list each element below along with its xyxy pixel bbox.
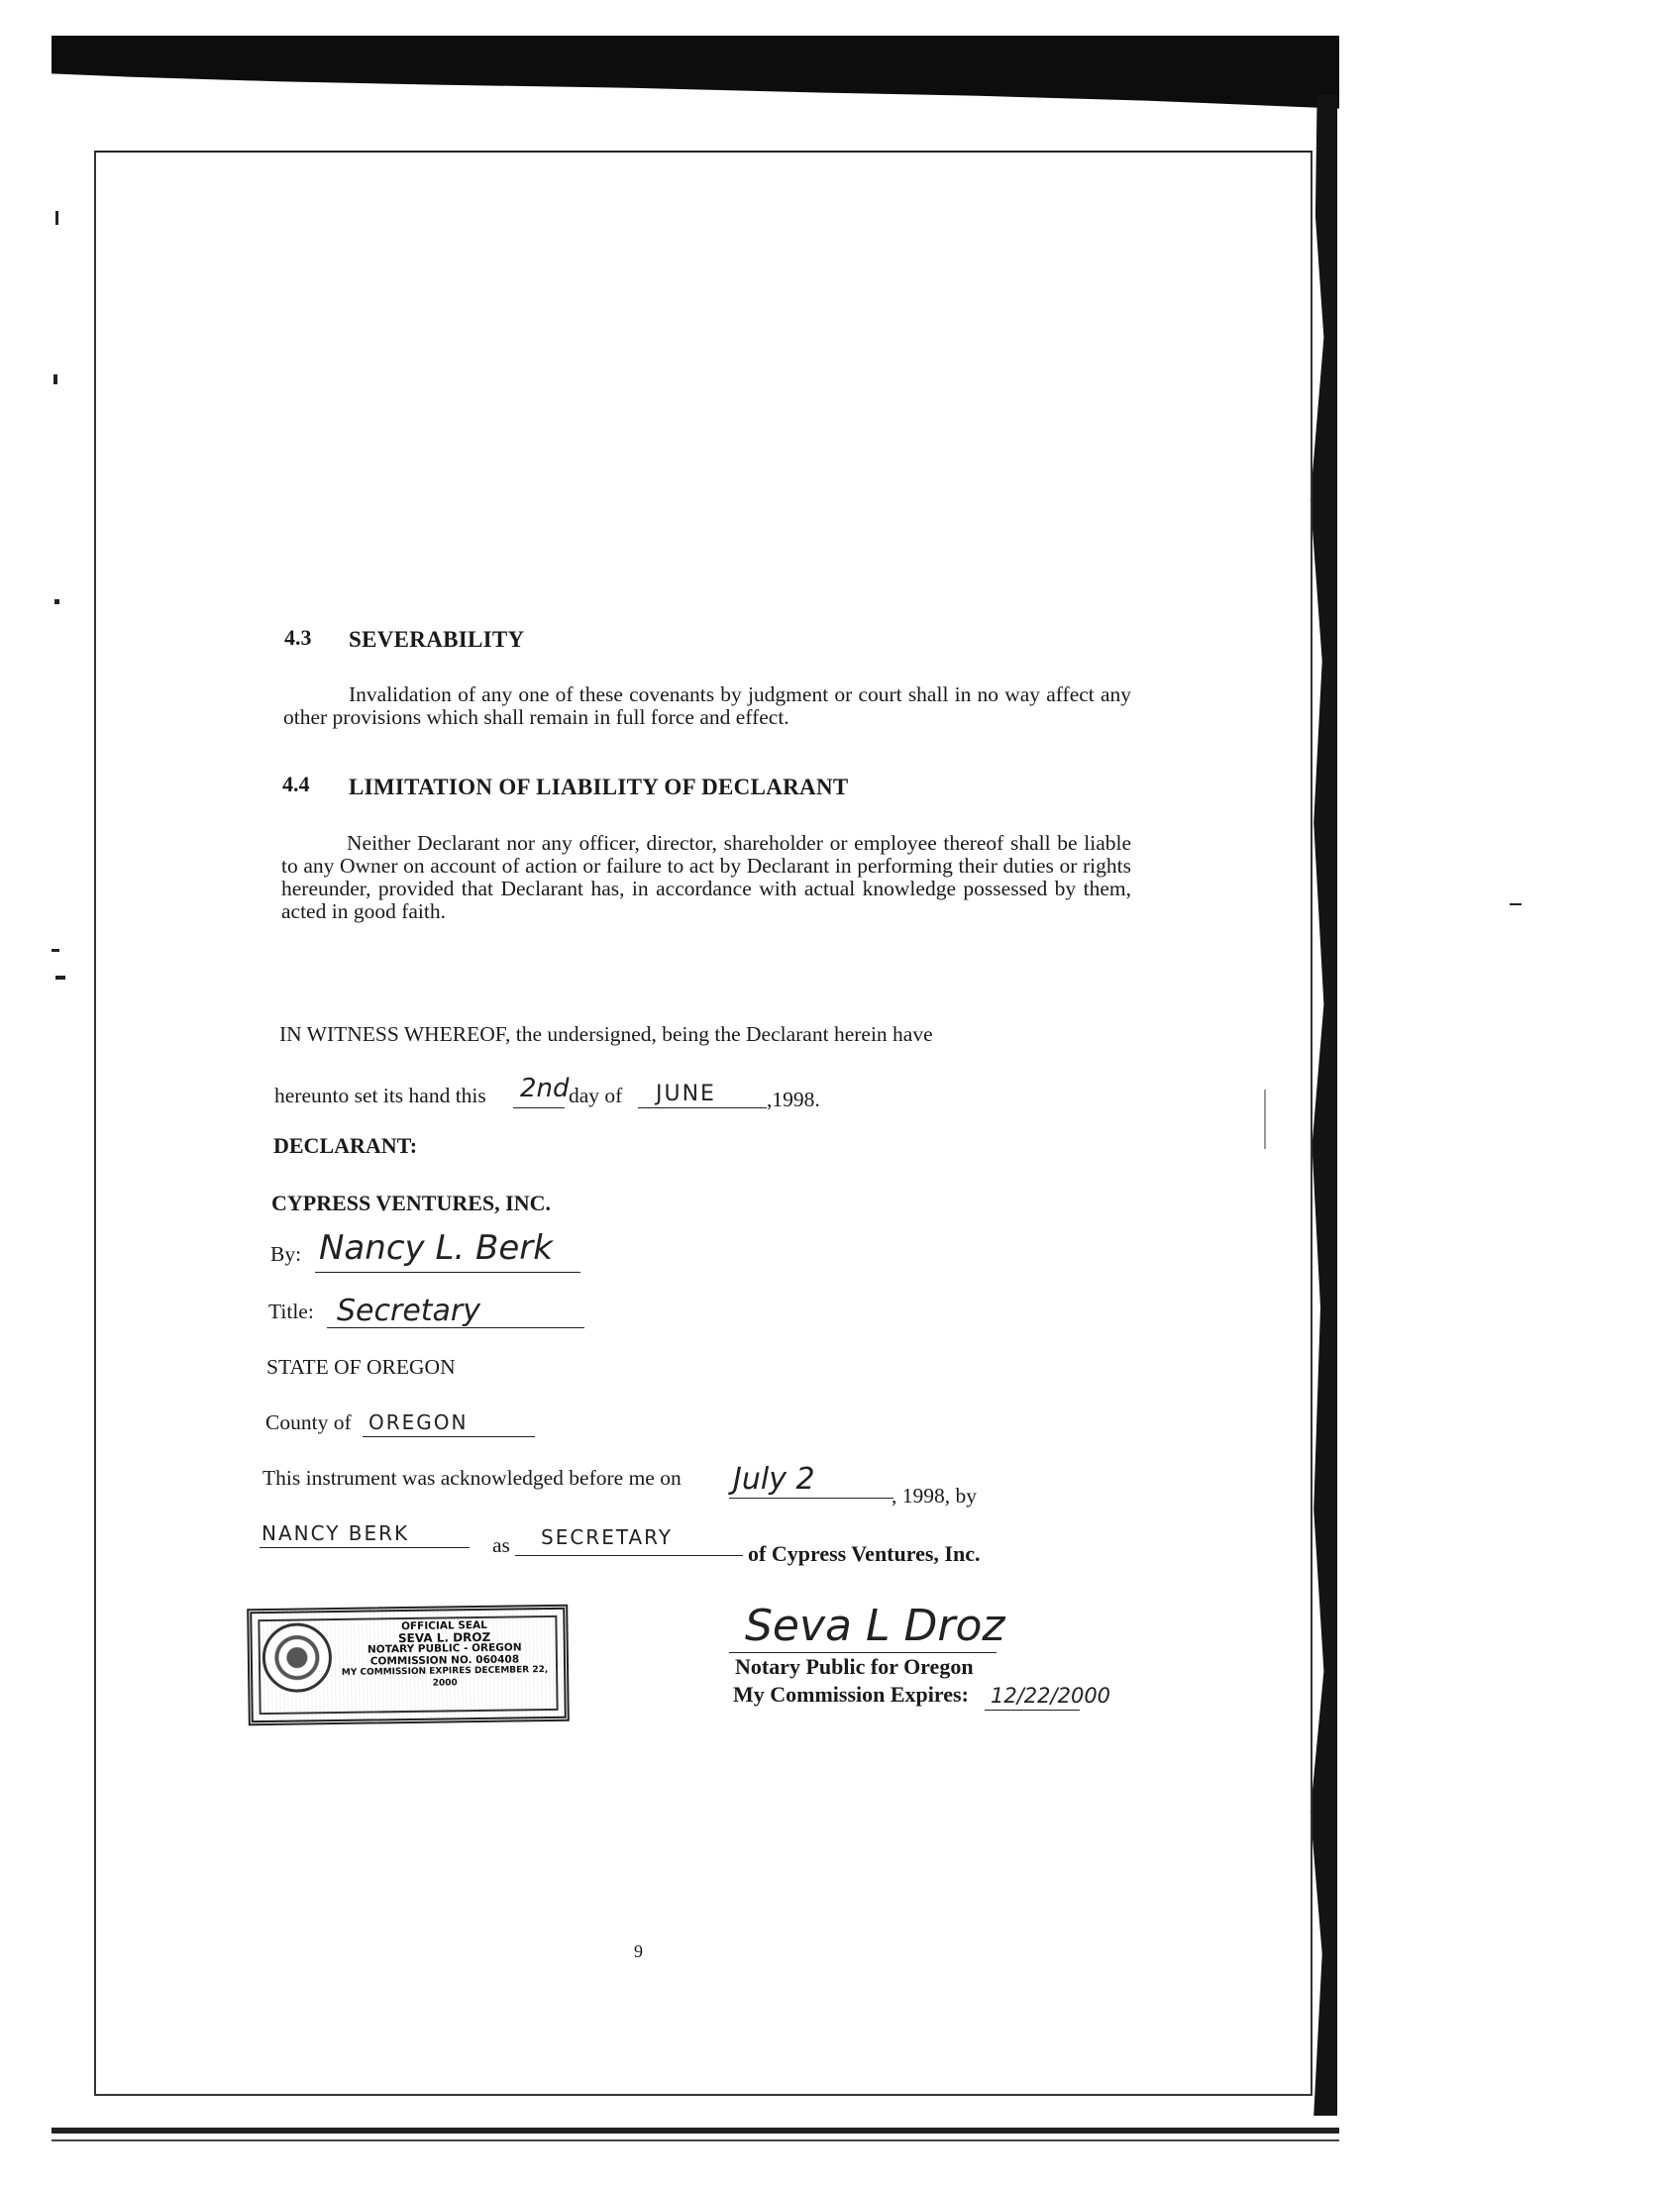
scan-speck xyxy=(1510,903,1522,905)
witness-line: IN WITNESS WHEREOF, the undersigned, being the Declarant herein have xyxy=(279,1022,933,1046)
section-4-3-body: Invalidation of any one of these covenants by judgment or court shall in no way affect any other provisions which shall remain in full force and effect. xyxy=(283,682,1131,729)
section-4-4-number: 4.4 xyxy=(282,772,310,796)
day-of-label: day of xyxy=(569,1084,623,1107)
section-4-4-body: Neither Declarant nor any officer, director, shareholder or employee thereof shall be liable to any Owner on account of action or failure to act by Declarant in performing their duties or rights hereunder, provided that Declarant has, in accordance with actual knowledge possessed by them, acted in good faith. xyxy=(281,831,1131,923)
month-underline xyxy=(638,1107,767,1108)
witness-month-handwritten: JUNE xyxy=(656,1082,716,1106)
notary-name-handwritten: NANCY BERK xyxy=(262,1521,410,1545)
ack-date-underline xyxy=(729,1498,893,1499)
acknowledgment-date-handwritten: July 2 xyxy=(733,1462,815,1497)
notary-official-seal xyxy=(247,1605,570,1726)
seal-line: OFFICIAL SEAL xyxy=(400,1618,487,1633)
of-company-text: of Cypress Ventures, Inc. xyxy=(748,1541,981,1566)
scan-speck xyxy=(55,976,65,980)
name-underline xyxy=(260,1547,470,1548)
day-underline xyxy=(513,1107,565,1108)
scan-speck xyxy=(55,211,58,225)
acknowledgment-text: This instrument was acknowledged before me on xyxy=(262,1466,682,1490)
section-4-4-heading: LIMITATION OF LIABILITY OF DECLARANT xyxy=(349,775,849,799)
commission-expires-handwritten: 12/22/2000 xyxy=(991,1684,1111,1708)
commission-expires-label: My Commission Expires: xyxy=(733,1682,969,1707)
scan-bottom-rule xyxy=(52,2128,1339,2134)
county-handwritten: OREGON xyxy=(368,1410,469,1434)
as-label: as xyxy=(492,1533,510,1557)
seal-line: MY COMMISSION EXPIRES DECEMBER 22, 2000 xyxy=(341,1665,549,1689)
county-label: County of xyxy=(265,1410,352,1434)
acknowledgment-year: , 1998, by xyxy=(892,1484,977,1508)
title-underline xyxy=(327,1327,584,1328)
by-signature: Nancy L. Berk xyxy=(319,1228,553,1268)
declarant-label: DECLARANT: xyxy=(273,1133,418,1158)
seal-line: SEVA L. DROZ xyxy=(397,1629,491,1645)
title-handwritten: Secretary xyxy=(337,1294,481,1328)
county-underline xyxy=(363,1436,535,1437)
scan-speck xyxy=(54,599,59,604)
role-handwritten: SECRETARY xyxy=(541,1525,674,1549)
by-label: By: xyxy=(270,1242,302,1266)
section-4-3-number: 4.3 xyxy=(284,625,312,650)
notary-public-label: Notary Public for Oregon xyxy=(735,1654,974,1679)
scan-bottom-rule-thin xyxy=(52,2139,1339,2141)
state-line: STATE OF OREGON xyxy=(266,1355,456,1379)
witness-hand-prefix: hereunto set its hand this xyxy=(274,1084,486,1107)
by-underline xyxy=(315,1272,580,1273)
expires-underline xyxy=(985,1710,1080,1711)
seal-text xyxy=(335,1619,554,1691)
notary-signature-underline xyxy=(729,1652,997,1653)
scan-speck xyxy=(1264,1090,1266,1149)
page-frame xyxy=(94,151,1312,2096)
declarant-company: CYPRESS VENTURES, INC. xyxy=(271,1191,551,1215)
witness-day-handwritten: 2nd xyxy=(520,1074,570,1103)
role-underline xyxy=(515,1555,743,1556)
section-4-3-heading: SEVERABILITY xyxy=(349,627,525,652)
title-label: Title: xyxy=(268,1300,314,1323)
seal-line: NOTARY PUBLIC - OREGON xyxy=(367,1641,522,1656)
scan-speck xyxy=(53,374,57,384)
scan-top-shadow xyxy=(52,36,1339,115)
scan-speck xyxy=(52,949,59,952)
page-number: 9 xyxy=(634,1941,643,1961)
notary-signature: Seva L Droz xyxy=(745,1601,1005,1651)
witness-year: ,1998. xyxy=(767,1088,820,1111)
seal-line: COMMISSION NO. 060408 xyxy=(369,1652,520,1668)
